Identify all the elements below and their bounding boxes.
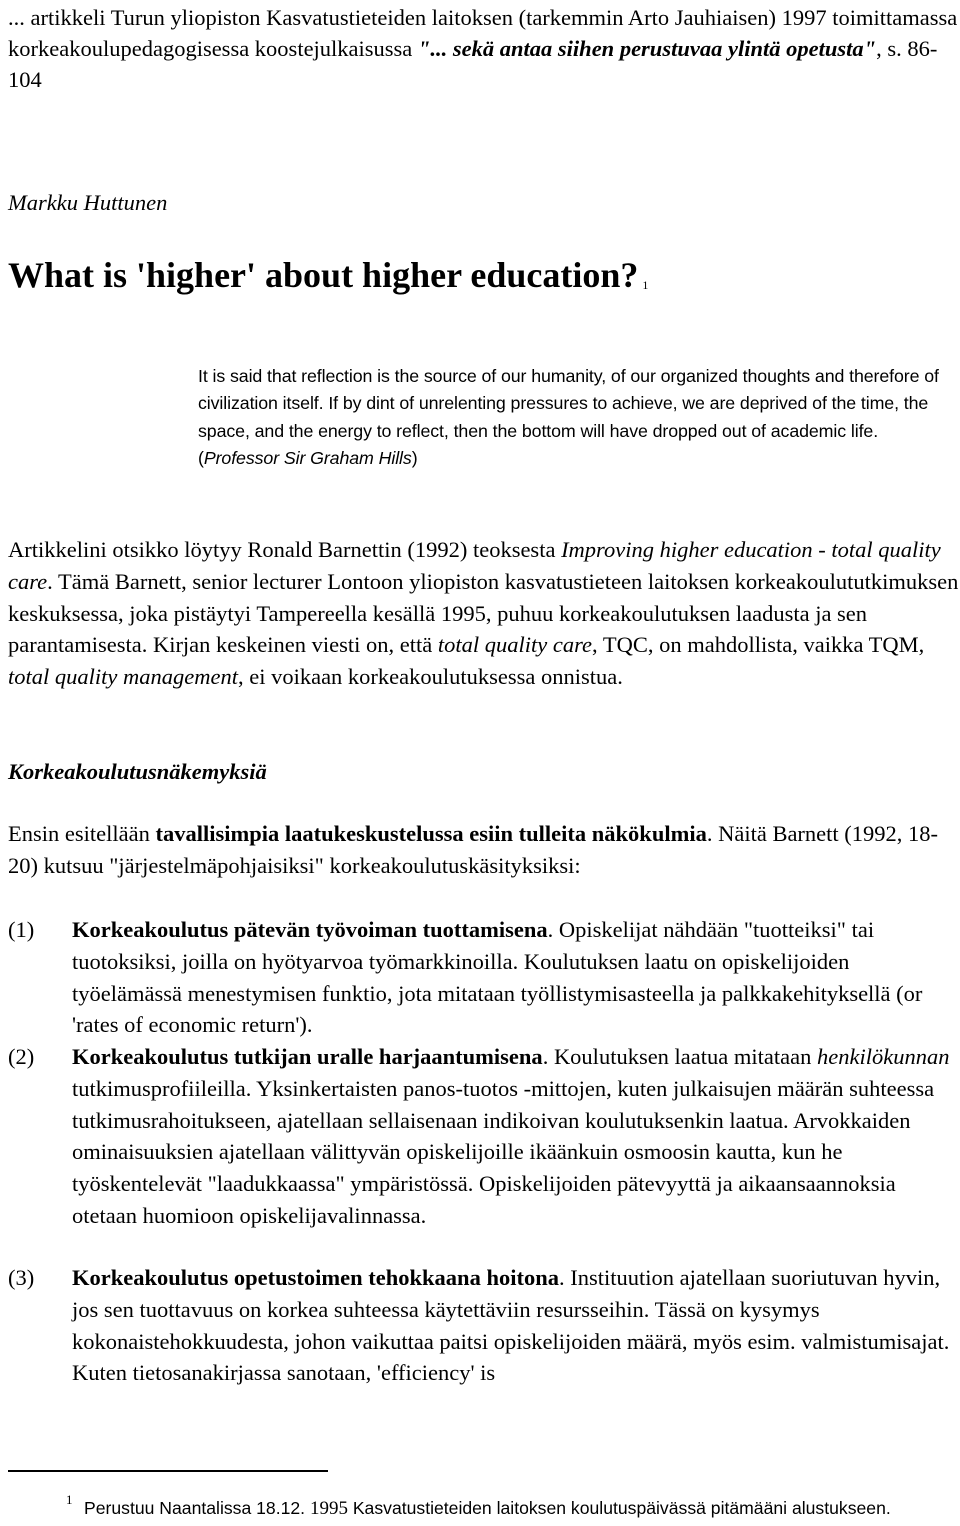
list-item-body: [72, 1262, 960, 1389]
quote-close: ): [411, 447, 418, 468]
footnote: [66, 1492, 960, 1521]
list-item-heading: Korkeakoulutus tutkijan uralle harjaantumisena: [72, 1044, 543, 1069]
term-italic: total quality management: [8, 664, 238, 690]
publication-series-title: "... sekä antaa siihen perustuvaa ylintä opetusta": [417, 36, 877, 61]
footnote-text-tail: Kasvatustieteiden laitoksen koulutuspäivässä pitämääni alustukseen.: [347, 1498, 891, 1518]
list-item-text: . Opiskelijat nähdään "tuotteiksi" tai tuotoksiksi, joilla on hyötyarvoa työmarkkinoilla. Koulutuksen laatu on opiskelijoiden työelämässä menestymisen funktio, jota mitataan työllistymisasteella ja palkkakehityksellä (or 'rates of economic return').: [72, 917, 923, 1038]
footnote-mark: 1: [66, 1492, 73, 1507]
list-item-heading: Korkeakoulutus opetustoimen tehokkaana hoitona: [72, 1265, 559, 1290]
paragraph-text: Ensin esitellään: [8, 821, 156, 846]
list-item-text: . Instituution ajatellaan suoriutuvan hyvin, jos sen tuottavuus on korkea suhteessa käytettäviin resursseihin. Tässä on kysymys kokonaistehokkuudesta, johon vaikuttaa paitsi opiskelijoiden määrä, myös esim. valmistumisajat. Kuten tietosanakirjassa sanotaan, 'efficiency' is: [72, 1265, 950, 1386]
footnote-year: 1995: [309, 1498, 348, 1519]
paragraph-text: . Näitä Barnett (1992, 18-20) kutsuu "järjestelmäpohjaisiksi" korkeakoulutuskäsityksiksi:: [8, 821, 939, 878]
author-name: Markku Huttunen: [8, 190, 168, 215]
paragraph-text: Artikkelini otsikko löytyy Ronald Barnettin (1992) teoksesta: [8, 537, 562, 562]
list-item-body: [72, 1041, 960, 1232]
term-italic: henkilökunnan: [816, 1044, 950, 1069]
footnote-divider: [8, 1470, 328, 1472]
list-item-text: tutkimusprofiileilla. Yksinkertaisten panos-tuotos -mittojen, kuten julkaisujen määrän suhteessa tutkimusrahoitukseen, ajatellaan sellaisenaan indikoivan koulutuksenkin laatua. Arvokkaiden ominaisuuksien ajatellaan välittyvän opiskelijoille ikäänkuin osmoosin kautta, kun he työskentelevät "laadukkaassa" ympäristössä. Opiskelijoiden pätevyyttä ja aikaansaannoksia otetaan huomioon opiskelijavalinnassa.: [72, 1075, 935, 1228]
paragraph-text: , TQC, on mahdollista, vaikka TQM,: [592, 632, 925, 658]
epigraph-quote: [198, 363, 960, 472]
footnote-text: Perustuu Naantalissa 18.12.: [84, 1498, 310, 1518]
list-item-text: . Koulutuksen laatua mitataan: [542, 1044, 817, 1069]
publication-note: [8, 2, 958, 95]
list-item-number: (1): [8, 917, 35, 942]
intro-paragraph: [8, 534, 960, 693]
list-item-number: (2): [8, 1044, 35, 1069]
list-item-heading: Korkeakoulutus pätevän työvoiman tuottamisena: [72, 917, 548, 942]
section-heading: Korkeakoulutusnäkemyksiä: [8, 759, 267, 784]
publication-note-text: ... artikkeli Turun yliopiston Kasvatustieteiden laitoksen (tarkemmin Arto Jauhiaisen) 1997 toimittamassa korkeakoulupedagogisessa koostejulkaisussa: [8, 5, 958, 61]
quote-attribution: Professor Sir Graham Hills: [203, 447, 412, 468]
book-title: Improving higher education - total quality care: [8, 537, 941, 594]
paragraph-text: , ei voikaan korkeakoulutuksessa onnistua.: [237, 664, 623, 690]
bold-phrase: tavallisimpia laatukeskustelussa esiin tulleita näkökulmia: [155, 821, 707, 846]
publication-pages: , s. 86-104: [8, 36, 938, 92]
term-italic: total quality care: [437, 632, 593, 658]
list-item-body: [72, 914, 960, 1041]
section-paragraph: [8, 818, 960, 882]
article-title-text: What is 'higher' about higher education?: [8, 255, 639, 295]
footnote-reference[interactable]: 1: [642, 278, 649, 292]
paragraph-text: . Tämä Barnett, senior lecturer Lontoon yliopiston kasvatustieteen laitoksen korkeakoulututkimuksen keskuksessa, joka pistäytyi Tampereella kesällä 1995, puhuu korkeakoulutuksen laadusta ja sen parantamisesta. Kirjan keskeinen viesti on, että: [8, 568, 959, 658]
list-item-number: (3): [8, 1265, 35, 1290]
quote-text: It is said that reflection is the source of our humanity, of our organized thoughts and therefore of civilization itself. If by dint of unrelenting pressures to achieve, we are deprived of the time, the space, and the energy to reflect, then the bottom will have dropped out of academic life. (: [198, 366, 939, 468]
article-title: [8, 252, 648, 298]
